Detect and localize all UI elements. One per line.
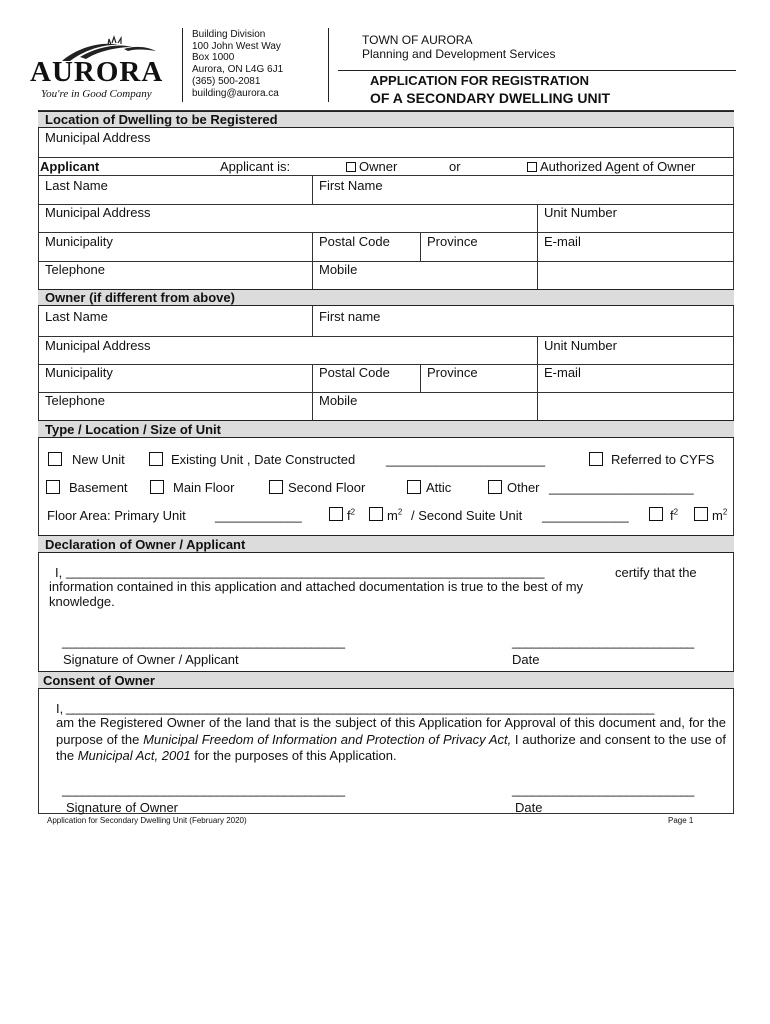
form-left-border (38, 110, 39, 814)
referred-cyfs-checkbox[interactable] (589, 452, 603, 466)
col-divider (312, 261, 313, 290)
second-floor-checkbox[interactable] (269, 480, 283, 494)
applicant-telephone-field[interactable]: Telephone (45, 262, 105, 277)
applicant-first-name-field[interactable]: First Name (319, 178, 383, 193)
logo-tagline: You're in Good Company (41, 88, 152, 100)
division-address (192, 29, 283, 99)
col-divider (312, 232, 313, 261)
consent-text-b: I authorize and consent to the use of the (56, 731, 726, 763)
division-line: (365) 500-2081 (192, 75, 261, 87)
owner-first-name-field[interactable]: First name (319, 309, 381, 324)
type-heading: Type / Location / Size of Unit (45, 422, 221, 437)
declaration-name-blank[interactable]: _____________________________________________________________________ (66, 564, 545, 579)
owner-mobile-field[interactable]: Mobile (319, 393, 358, 408)
declaration-date-line[interactable]: ___________________________ (512, 634, 694, 649)
consent-act2: Municipal Act, 2001 (77, 748, 191, 763)
row-divider (38, 336, 734, 337)
footer-form-name: Application for Secondary Dwelling Unit (February 2020) (47, 816, 247, 825)
suite-area-blank[interactable]: ____________ (542, 508, 629, 523)
applicant-province-field[interactable]: Province (427, 234, 478, 249)
suite-ft2-checkbox[interactable] (649, 507, 663, 521)
other-checkbox[interactable] (488, 480, 502, 494)
col-divider (537, 336, 538, 364)
applicant-owner-checkbox[interactable] (346, 162, 356, 172)
applicant-postal-code-field[interactable]: Postal Code (319, 234, 390, 249)
applicant-municipal-address-field[interactable]: Municipal Address (45, 205, 151, 220)
row-divider (38, 175, 734, 176)
applicant-agent-label: Authorized Agent of Owner (540, 159, 696, 174)
declaration-signature-label: Signature of Owner / Applicant (63, 652, 239, 667)
basement-checkbox[interactable] (46, 480, 60, 494)
location-address-label[interactable]: Municipal Address (45, 130, 151, 145)
col-divider (312, 176, 313, 204)
primary-m2-checkbox[interactable] (369, 507, 383, 521)
row-divider (38, 261, 734, 262)
owner-email-field[interactable]: E-mail (544, 365, 581, 380)
applicant-last-name-field[interactable]: Last Name (45, 178, 108, 193)
row-divider (38, 392, 734, 393)
unit-exponent: 2 (350, 507, 356, 517)
row-divider (38, 157, 734, 158)
consent-signature-label: Signature of Owner (66, 800, 179, 815)
existing-unit-label: Existing Unit , Date Constructed (171, 452, 356, 467)
other-blank[interactable]: ____________________ (549, 480, 694, 495)
consent-heading: Consent of Owner (43, 673, 155, 688)
division-line: Aurora, ON L4G 6J1 (192, 64, 284, 76)
consent-body-text (56, 715, 726, 765)
existing-unit-checkbox[interactable] (149, 452, 163, 466)
applicant-is-label: Applicant is: (220, 159, 291, 174)
main-floor-label: Main Floor (173, 480, 235, 495)
division-line: 100 John West Way (192, 40, 281, 52)
owner-province-field[interactable]: Province (427, 365, 478, 380)
declaration-i: I, (55, 565, 63, 580)
other-label: Other (507, 480, 540, 495)
owner-last-name-field[interactable]: Last Name (45, 309, 108, 324)
header-rule (338, 70, 736, 71)
primary-ft2-checkbox[interactable] (329, 507, 343, 521)
main-floor-checkbox[interactable] (150, 480, 164, 494)
col-divider (312, 392, 313, 421)
owner-municipal-address-field[interactable]: Municipal Address (45, 338, 151, 353)
col-divider (312, 306, 313, 336)
logo-wordmark: AURORA (30, 56, 164, 88)
form-right-border (733, 110, 734, 814)
applicant-email-field[interactable]: E-mail (544, 234, 581, 249)
suite-m2-checkbox[interactable] (694, 507, 708, 521)
ft-unit: f (347, 508, 351, 523)
suite-m2-label (712, 508, 727, 523)
consent-text-a: am the Registered Owner of the land that is the subject of this Application for Approval of this document and, for the purpose of the (56, 715, 726, 747)
m-unit: m (387, 508, 398, 523)
owner-heading: Owner (if different from above) (45, 290, 235, 305)
declaration-signature-line[interactable]: __________________________________________ (62, 634, 345, 649)
owner-telephone-field[interactable]: Telephone (45, 393, 105, 408)
basement-label: Basement (69, 480, 128, 495)
declaration-heading: Declaration of Owner / Applicant (45, 537, 246, 552)
primary-area-blank[interactable]: ____________ (215, 508, 302, 523)
suite-ft2-label (670, 508, 678, 523)
declaration-certify: certify that the (615, 565, 697, 580)
division-line: Building Division (192, 29, 266, 40)
date-constructed-blank[interactable]: ______________________ (386, 452, 546, 467)
location-heading: Location of Dwelling to be Registered (45, 112, 278, 127)
applicant-heading: Applicant (40, 159, 100, 174)
town-name: TOWN OF AURORA (362, 33, 473, 47)
attic-label: Attic (426, 480, 452, 495)
header-divider-left (182, 28, 183, 102)
referred-cyfs-label: Referred to CYFS (611, 452, 715, 467)
m-unit: m (712, 508, 723, 523)
second-suite-label: / Second Suite Unit (411, 508, 523, 523)
new-unit-label: New Unit (72, 452, 125, 467)
division-line: building@aurora.ca (192, 87, 279, 99)
new-unit-checkbox[interactable] (48, 452, 62, 466)
department-name: Planning and Development Services (362, 47, 556, 61)
col-divider (312, 364, 313, 392)
applicant-or-label: or (449, 159, 461, 174)
form-title-line1: APPLICATION FOR REGISTRATION (370, 73, 590, 88)
owner-postal-code-field[interactable]: Postal Code (319, 365, 390, 380)
consent-name-blank[interactable]: ________________________________________________________________________________________ (66, 700, 654, 715)
second-floor-label: Second Floor (288, 480, 366, 495)
ft-unit: f (670, 508, 674, 523)
declaration-text-line3: knowledge. (49, 594, 115, 609)
consent-text-c: for the purposes of this Application. (190, 748, 397, 763)
floor-area-primary-label: Floor Area: Primary Unit (47, 508, 186, 523)
unit-exponent: 2 (722, 507, 728, 517)
unit-exponent: 2 (673, 507, 679, 517)
col-divider (537, 232, 538, 261)
consent-i: I, (56, 701, 64, 716)
consent-date-label: Date (515, 800, 543, 815)
col-divider (420, 364, 421, 392)
attic-checkbox[interactable] (407, 480, 421, 494)
declaration-date-label: Date (512, 652, 540, 667)
primary-ft2-label (347, 508, 355, 523)
applicant-agent-checkbox[interactable] (527, 162, 537, 172)
col-divider (420, 232, 421, 261)
division-line: Box 1000 (192, 52, 235, 64)
applicant-unit-number-field[interactable]: Unit Number (544, 205, 617, 220)
row-divider (38, 232, 734, 233)
applicant-owner-label: Owner (359, 159, 398, 174)
footer-page-number: Page 1 (668, 816, 694, 825)
consent-date-line[interactable]: ___________________________ (512, 782, 694, 797)
owner-municipality-field[interactable]: Municipality (45, 365, 113, 380)
col-divider (537, 204, 538, 232)
col-divider (537, 364, 538, 392)
owner-unit-number-field[interactable]: Unit Number (544, 338, 617, 353)
declaration-text-line2: information contained in this application and attached documentation is true to the best of my (49, 579, 584, 594)
consent-signature-line[interactable]: __________________________________________ (62, 782, 345, 797)
applicant-mobile-field[interactable]: Mobile (319, 262, 358, 277)
col-divider (537, 392, 538, 421)
consent-act1: Municipal Freedom of Information and Protection of Privacy Act, (143, 731, 512, 747)
col-divider (537, 261, 538, 290)
form-title-line2: OF A SECONDARY DWELLING UNIT (370, 90, 611, 106)
primary-m2-label (387, 508, 402, 523)
header-divider-right (328, 28, 329, 102)
applicant-municipality-field[interactable]: Municipality (45, 234, 113, 249)
unit-exponent: 2 (397, 507, 403, 517)
